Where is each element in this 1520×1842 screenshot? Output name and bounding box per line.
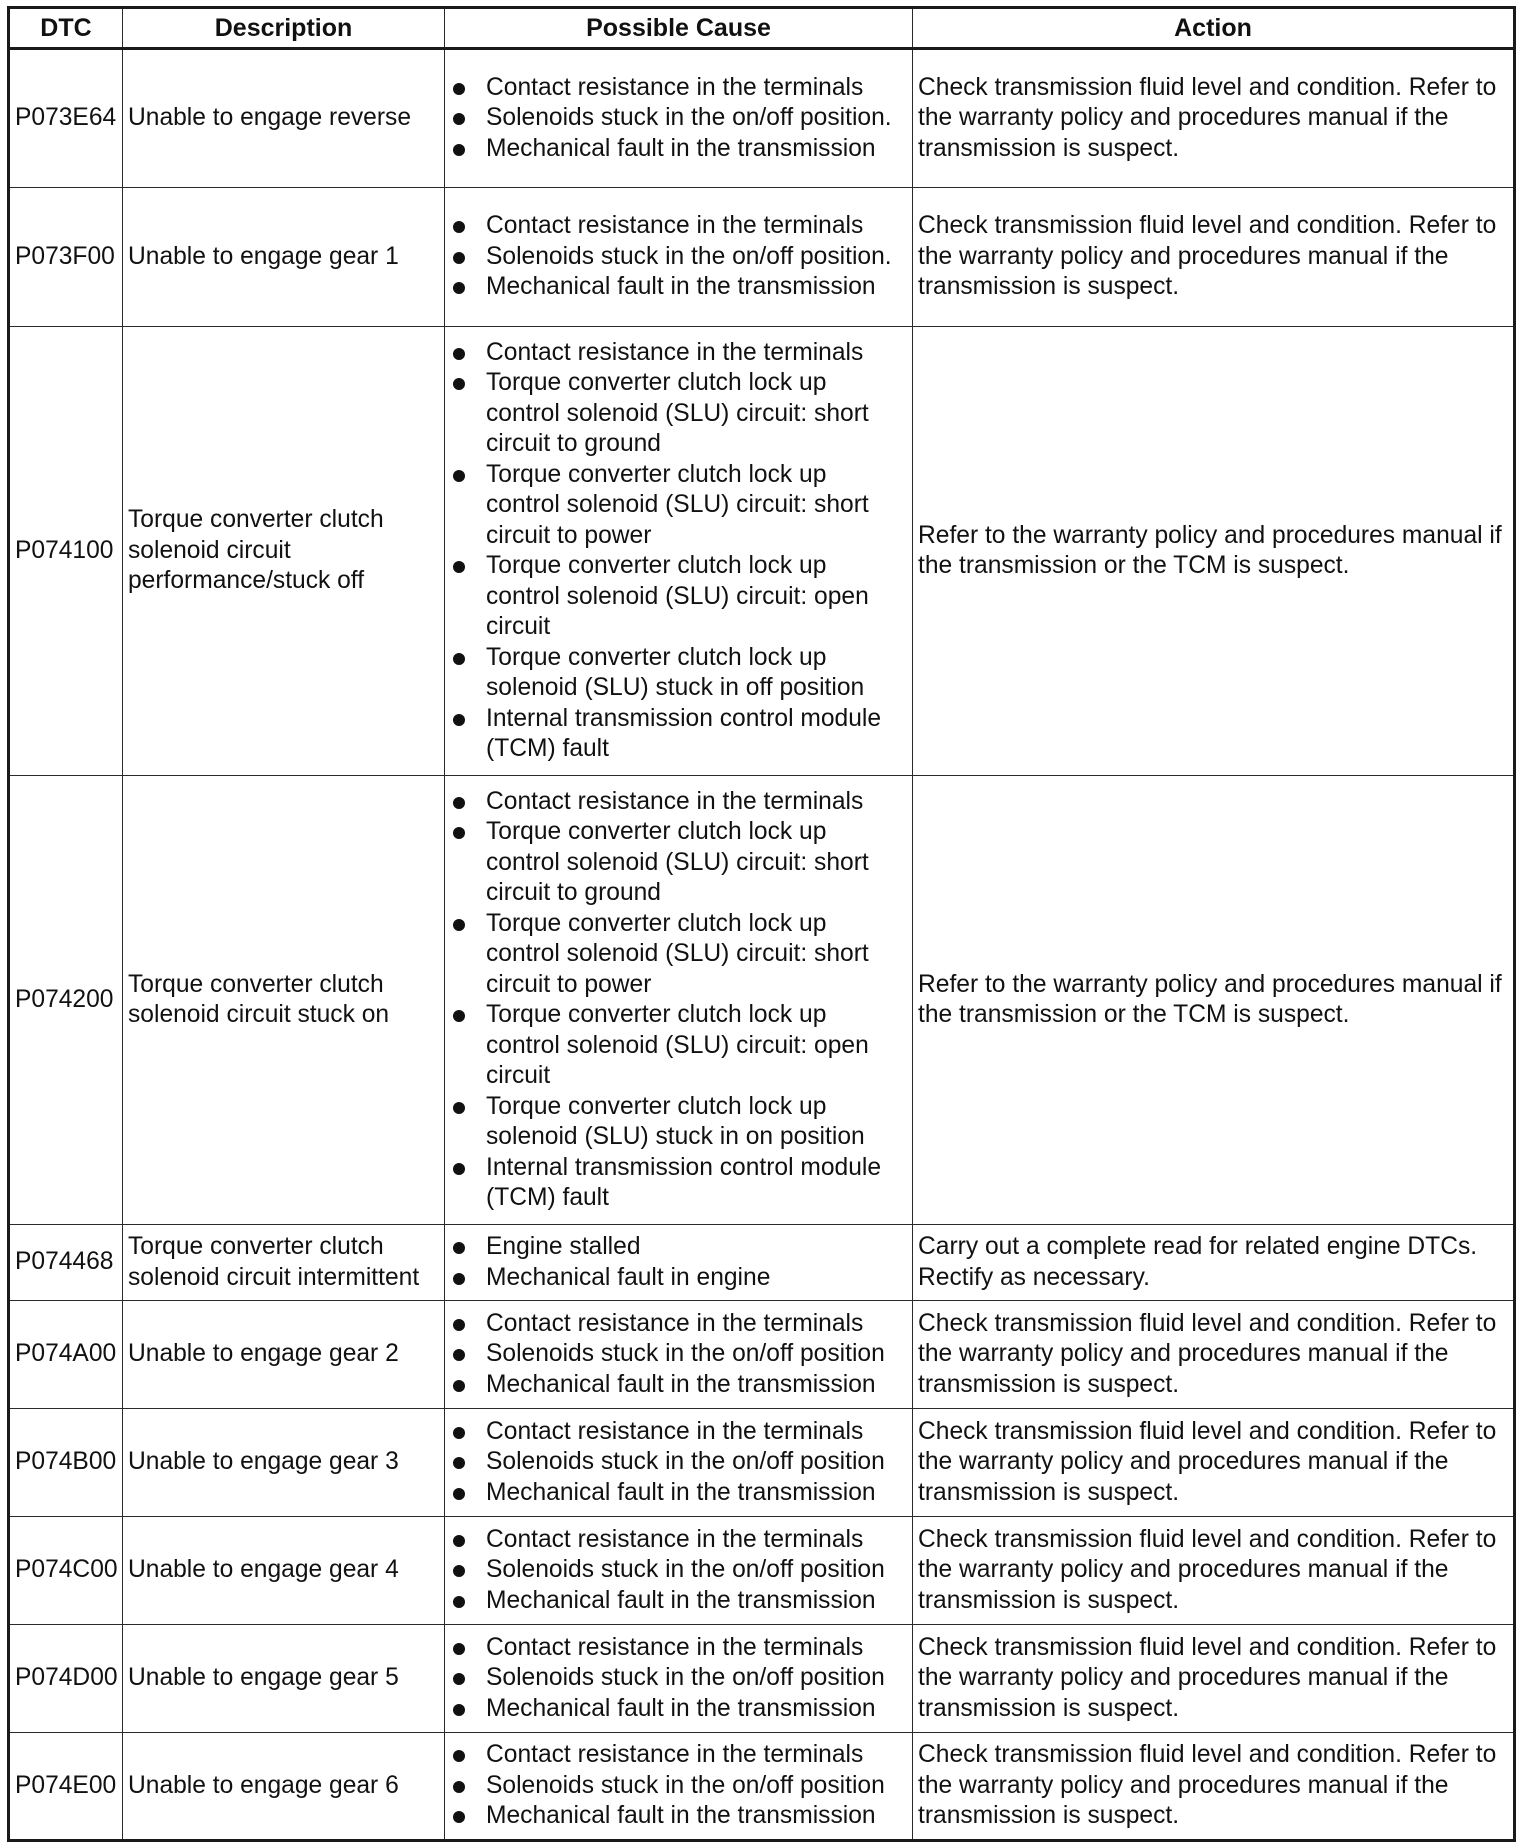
dtc-table <box>7 6 1516 1842</box>
possible-cause-cell <box>445 1409 913 1517</box>
table-row <box>9 1517 1515 1625</box>
dtc-action: Check transmission fluid level and condition. Refer to the warranty policy and procedures manual if the transmission is suspect. <box>913 188 1515 327</box>
dtc-action: Refer to the warranty policy and procedures manual if the transmission or the TCM is suspect. <box>913 327 1515 776</box>
header-action: Action <box>913 8 1515 49</box>
cause-item: Solenoids stuck in the on/off position. <box>450 103 907 134</box>
table-row <box>9 1625 1515 1733</box>
cause-item: Contact resistance in the terminals <box>450 338 907 369</box>
cause-list <box>450 338 907 765</box>
dtc-code: P074D00 <box>9 1625 123 1733</box>
dtc-action: Carry out a complete read for related engine DTCs. Rectify as necessary. <box>913 1225 1515 1301</box>
dtc-description: Unable to engage gear 6 <box>123 1733 445 1841</box>
cause-list <box>450 1232 907 1293</box>
table-row <box>9 1733 1515 1841</box>
cause-item: Mechanical fault in the transmission <box>450 134 907 165</box>
dtc-action: Check transmission fluid level and condition. Refer to the warranty policy and procedures manual if the transmission is suspect. <box>913 1301 1515 1409</box>
cause-item: Solenoids stuck in the on/off position. <box>450 242 907 273</box>
cause-item: Contact resistance in the terminals <box>450 1417 907 1448</box>
cause-list <box>450 211 907 303</box>
dtc-description: Unable to engage gear 3 <box>123 1409 445 1517</box>
cause-item: Internal transmission control module (TCM) fault <box>450 1153 907 1214</box>
dtc-description: Torque converter clutch solenoid circuit intermittent <box>123 1225 445 1301</box>
dtc-code: P074C00 <box>9 1517 123 1625</box>
dtc-description: Unable to engage gear 5 <box>123 1625 445 1733</box>
dtc-description: Unable to engage gear 2 <box>123 1301 445 1409</box>
cause-item: Solenoids stuck in the on/off position <box>450 1771 907 1802</box>
header-dtc: DTC <box>9 8 123 49</box>
cause-item: Internal transmission control module (TCM) fault <box>450 704 907 765</box>
cause-item: Mechanical fault in the transmission <box>450 272 907 303</box>
cause-item: Contact resistance in the terminals <box>450 73 907 104</box>
cause-item: Mechanical fault in the transmission <box>450 1586 907 1617</box>
dtc-code: P074A00 <box>9 1301 123 1409</box>
possible-cause-cell <box>445 1733 913 1841</box>
header-possible-cause: Possible Cause <box>445 8 913 49</box>
dtc-code: P074E00 <box>9 1733 123 1841</box>
cause-item: Mechanical fault in the transmission <box>450 1370 907 1401</box>
dtc-action: Check transmission fluid level and condition. Refer to the warranty policy and procedures manual if the transmission is suspect. <box>913 1625 1515 1733</box>
possible-cause-cell <box>445 1225 913 1301</box>
dtc-code: P074468 <box>9 1225 123 1301</box>
cause-list <box>450 1309 907 1401</box>
table-row <box>9 1409 1515 1517</box>
possible-cause-cell <box>445 1301 913 1409</box>
dtc-action: Check transmission fluid level and condition. Refer to the warranty policy and procedures manual if the transmission is suspect. <box>913 1409 1515 1517</box>
table-row <box>9 1301 1515 1409</box>
header-description: Description <box>123 8 445 49</box>
cause-item: Torque converter clutch lock up control solenoid (SLU) circuit: short circuit to power <box>450 909 907 1001</box>
possible-cause-cell <box>445 327 913 776</box>
cause-list <box>450 73 907 165</box>
cause-item: Torque converter clutch lock up solenoid (SLU) stuck in on position <box>450 1092 907 1153</box>
cause-item: Torque converter clutch lock up control solenoid (SLU) circuit: open circuit <box>450 551 907 643</box>
dtc-code: P073E64 <box>9 49 123 188</box>
possible-cause-cell <box>445 1517 913 1625</box>
cause-list <box>450 787 907 1214</box>
cause-list <box>450 1740 907 1832</box>
cause-item: Solenoids stuck in the on/off position <box>450 1447 907 1478</box>
cause-list <box>450 1525 907 1617</box>
cause-item: Torque converter clutch lock up solenoid (SLU) stuck in off position <box>450 643 907 704</box>
dtc-code: P073F00 <box>9 188 123 327</box>
dtc-action: Check transmission fluid level and condition. Refer to the warranty policy and procedures manual if the transmission is suspect. <box>913 49 1515 188</box>
dtc-code: P074200 <box>9 776 123 1225</box>
possible-cause-cell <box>445 1625 913 1733</box>
cause-item: Mechanical fault in the transmission <box>450 1694 907 1725</box>
cause-item: Torque converter clutch lock up control solenoid (SLU) circuit: open circuit <box>450 1000 907 1092</box>
table-row <box>9 49 1515 188</box>
cause-item: Torque converter clutch lock up control solenoid (SLU) circuit: short circuit to ground <box>450 817 907 909</box>
dtc-action: Check transmission fluid level and condition. Refer to the warranty policy and procedures manual if the transmission is suspect. <box>913 1517 1515 1625</box>
cause-item: Mechanical fault in the transmission <box>450 1801 907 1832</box>
dtc-action: Check transmission fluid level and condition. Refer to the warranty policy and procedures manual if the transmission is suspect. <box>913 1733 1515 1841</box>
cause-item: Mechanical fault in engine <box>450 1263 907 1294</box>
header-row <box>9 8 1515 49</box>
cause-item: Mechanical fault in the transmission <box>450 1478 907 1509</box>
cause-list <box>450 1633 907 1725</box>
cause-item: Solenoids stuck in the on/off position <box>450 1555 907 1586</box>
cause-item: Engine stalled <box>450 1232 907 1263</box>
cause-item: Torque converter clutch lock up control solenoid (SLU) circuit: short circuit to power <box>450 460 907 552</box>
table-row <box>9 188 1515 327</box>
table-body <box>9 49 1515 1841</box>
table-row <box>9 327 1515 776</box>
cause-item: Solenoids stuck in the on/off position <box>450 1339 907 1370</box>
cause-item: Contact resistance in the terminals <box>450 211 907 242</box>
possible-cause-cell <box>445 188 913 327</box>
dtc-description: Torque converter clutch solenoid circuit performance/stuck off <box>123 327 445 776</box>
table-row <box>9 776 1515 1225</box>
dtc-action: Refer to the warranty policy and procedures manual if the transmission or the TCM is suspect. <box>913 776 1515 1225</box>
cause-item: Contact resistance in the terminals <box>450 787 907 818</box>
possible-cause-cell <box>445 49 913 188</box>
cause-item: Torque converter clutch lock up control solenoid (SLU) circuit: short circuit to ground <box>450 368 907 460</box>
cause-list <box>450 1417 907 1509</box>
dtc-description: Unable to engage gear 4 <box>123 1517 445 1625</box>
cause-item: Solenoids stuck in the on/off position <box>450 1663 907 1694</box>
dtc-code: P074100 <box>9 327 123 776</box>
table-row <box>9 1225 1515 1301</box>
dtc-description: Unable to engage reverse <box>123 49 445 188</box>
cause-item: Contact resistance in the terminals <box>450 1740 907 1771</box>
cause-item: Contact resistance in the terminals <box>450 1525 907 1556</box>
possible-cause-cell <box>445 776 913 1225</box>
cause-item: Contact resistance in the terminals <box>450 1633 907 1664</box>
dtc-code: P074B00 <box>9 1409 123 1517</box>
dtc-description: Unable to engage gear 1 <box>123 188 445 327</box>
dtc-description: Torque converter clutch solenoid circuit stuck on <box>123 776 445 1225</box>
cause-item: Contact resistance in the terminals <box>450 1309 907 1340</box>
